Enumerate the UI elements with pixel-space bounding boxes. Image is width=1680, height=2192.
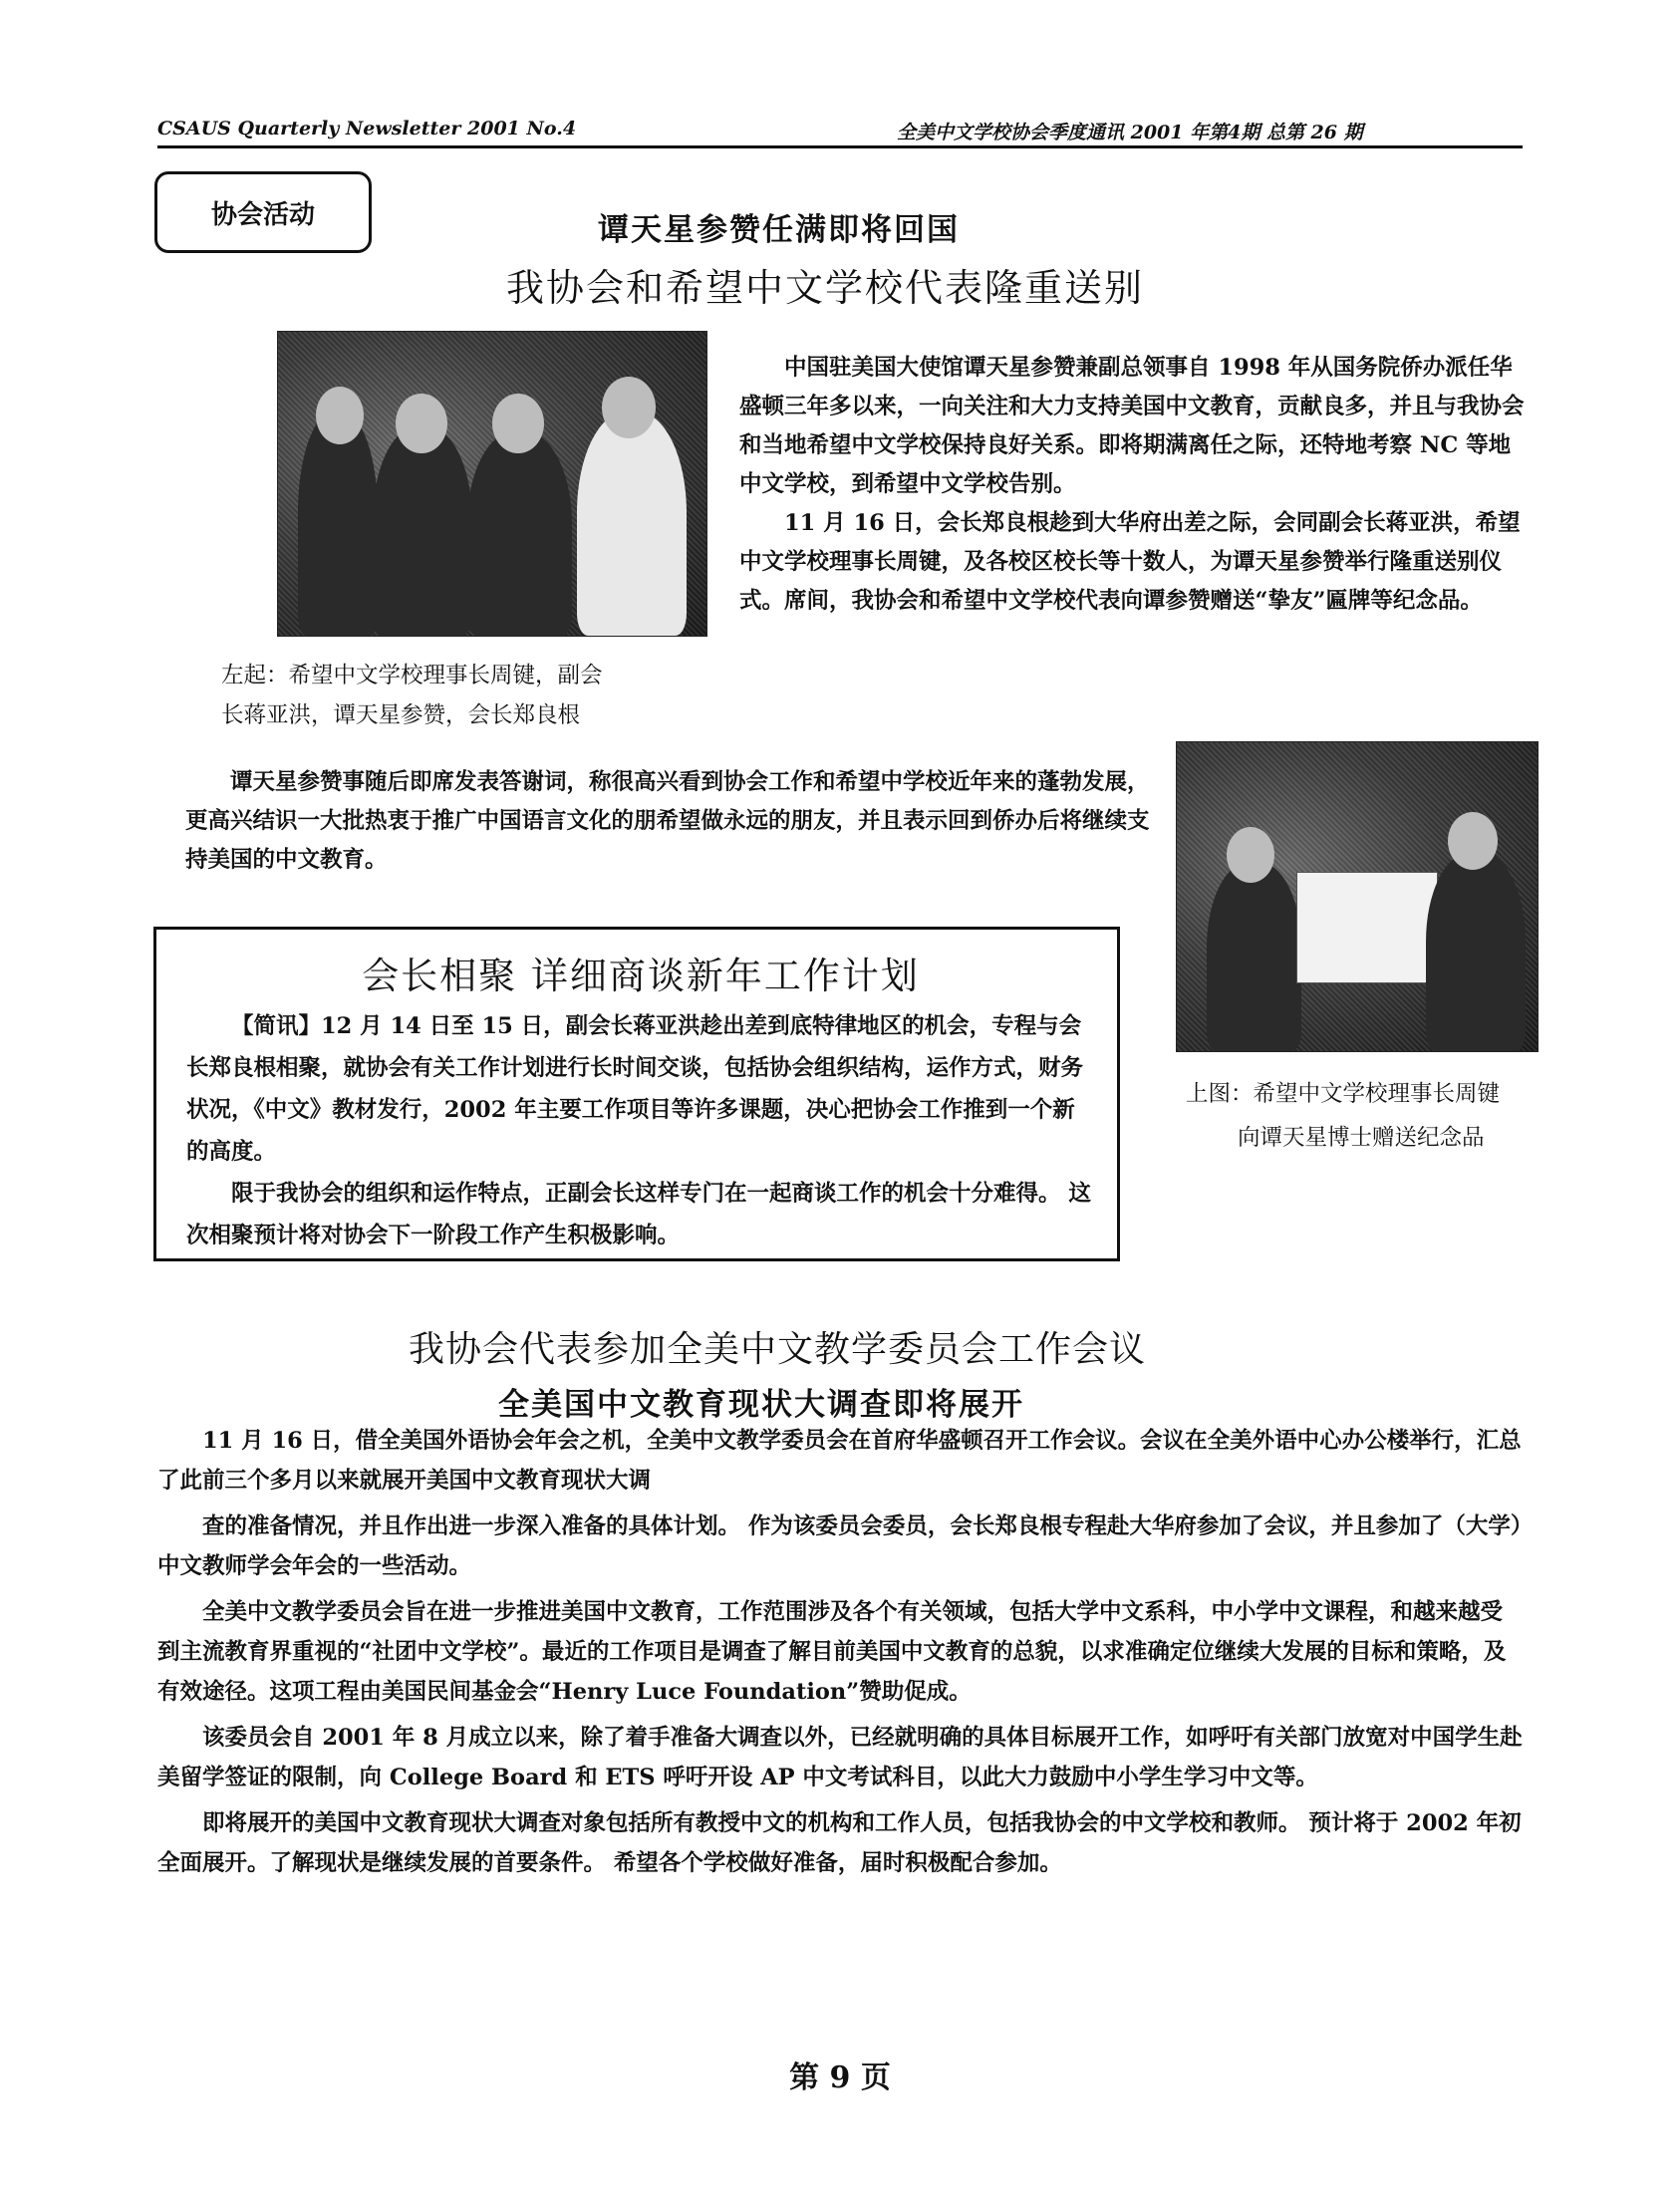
photo1-caption bbox=[221, 656, 690, 735]
article1-closing bbox=[185, 763, 1150, 880]
page-number: 第 9 页 bbox=[789, 2060, 891, 2095]
section-badge: 协会活动 bbox=[154, 171, 372, 253]
gift-photo bbox=[1176, 741, 1539, 1052]
article2-title-line2: 全美国中文教育现状大调查即将展开 bbox=[498, 1387, 1024, 1423]
article1-paragraph: 11 月 16 日，会长郑良根趁到大华府出差之际，会同副会长蒋亚洪，希望中文学校理事长周键，及各校区校长等十数人，为谭天星参赞举行隆重送别仪式。席间，我协会和希望中文学校代表向谭参赞赠送“挚友”匾牌等纪念品。 bbox=[739, 510, 1521, 614]
article2-paragraph: 查的准备情况，并且作出进一步深入准备的具体计划。 作为该委员会委员，会长郑良根专程赴大华府参加了会议，并且参加了（大学）中文教师学会年会的一些活动。 bbox=[157, 1513, 1523, 1579]
photo2-caption-line: 向谭天星博士赠送纪念品 bbox=[1238, 1125, 1485, 1151]
photo2-caption-line: 上图：希望中文学校理事长周键 bbox=[1186, 1081, 1501, 1107]
photo2-caption bbox=[1186, 1072, 1564, 1160]
newsletter-header-right: 全美中文学校协会季度通讯 2001 年第4期 总第 26 期 bbox=[897, 122, 1363, 143]
article1-paragraph: 谭天星参赞事随后即席发表答谢词，称很高兴看到协会工作和希望中学校近年来的蓬勃发展，更高兴结识一大批热衷于推广中国语言文化的朋希望做永远的朋友，并且表示回到侨办后将继续支持美国的中文教育。 bbox=[185, 769, 1150, 873]
newsletter-header-left: CSAUS Quarterly Newsletter 2001 No.4 bbox=[157, 118, 577, 139]
news-brief-box bbox=[153, 927, 1120, 1261]
article1-paragraph: 中国驻美国大使馆谭天星参赞兼副总领事自 1998 年从国务院侨办派任华盛顿三年多以来，一向关注和大力支持美国中文教育，贡献良多，并且与我协会和当地希望中文学校保持良好关系。即将期满离任之际，还特地考察 NC 等地中文学校，到希望中文学校告别。 bbox=[739, 355, 1525, 497]
article2-paragraph: 即将展开的美国中文教育现状大调查对象包括所有教授中文的机构和工作人员，包括我协会的中文学校和教师。 预计将于 2002 年初全面展开。了解现状是继续发展的首要条件。 希望各个学校做好准备，届时积极配合参加。 bbox=[157, 1810, 1522, 1876]
photo1-caption-line: 左起：希望中文学校理事长周键，副会 bbox=[221, 663, 603, 688]
article2-paragraph: 11 月 16 日，借全美国外语协会年会之机，全美中文教学委员会在首府华盛顿召开工作会议。会议在全美外语中心办公楼举行，汇总了此前三个多月以来就展开美国中文教育现状大调 bbox=[157, 1428, 1522, 1494]
news-brief-paragraph: 【简讯】12 月 14 日至 15 日，副会长蒋亚洪趁出差到底特律地区的机会，专程与会长郑良根相聚，就协会有关工作计划进行长时间交谈，包括协会组织结构，运作方式，财务状况，《中文》教材发行，2002 年主要工作项目等许多课题，决心把协会工作推到一个新的高度。 bbox=[186, 1013, 1084, 1165]
article2-paragraph: 该委员会自 2001 年 8 月成立以来，除了着手准备大调查以外，已经就明确的具体目标展开工作，如呼吁有关部门放宽对中国学生赴美留学签证的限制，向 College Board 和 ETS 呼吁开设 AP 中文考试科目，以此大力鼓励中小学生学习中文等。 bbox=[157, 1725, 1523, 1790]
header-rule bbox=[157, 145, 1523, 148]
article2-title-line1: 我协会代表参加全美中文教学委员会工作会议 bbox=[409, 1329, 1147, 1370]
news-brief-paragraph: 限于我协会的组织和运作特点，正副会长这样专门在一起商谈工作的机会十分难得。 这次相聚预计将对协会下一阶段工作产生积极影响。 bbox=[186, 1181, 1091, 1248]
article2-paragraph: 全美中文教学委员会旨在进一步推进美国中文教育，工作范围涉及各个有关领域，包括大学中文系科，中小学中文课程，和越来越受到主流教育界重视的“社团中文学校”。最近的工作项目是调查了解目前美国中文教育的总貌，以求准确定位继续大发展的目标和策略，及有效途径。这项工程由美国民间基金会“Henry Luce Foundation”赞助促成。 bbox=[157, 1599, 1507, 1705]
article1-title-line1: 谭天星参赞任满即将回国 bbox=[598, 212, 960, 248]
photo1-caption-line: 长蒋亚洪，谭天星参赞，会长郑良根 bbox=[221, 702, 581, 728]
news-brief-title: 会长相聚 详细商谈新年工作计划 bbox=[362, 955, 920, 997]
group-photo bbox=[277, 331, 707, 637]
article1-title-line2: 我协会和希望中文学校代表隆重送别 bbox=[506, 266, 1145, 310]
article1-body bbox=[739, 349, 1527, 621]
article2-body bbox=[157, 1421, 1525, 1889]
